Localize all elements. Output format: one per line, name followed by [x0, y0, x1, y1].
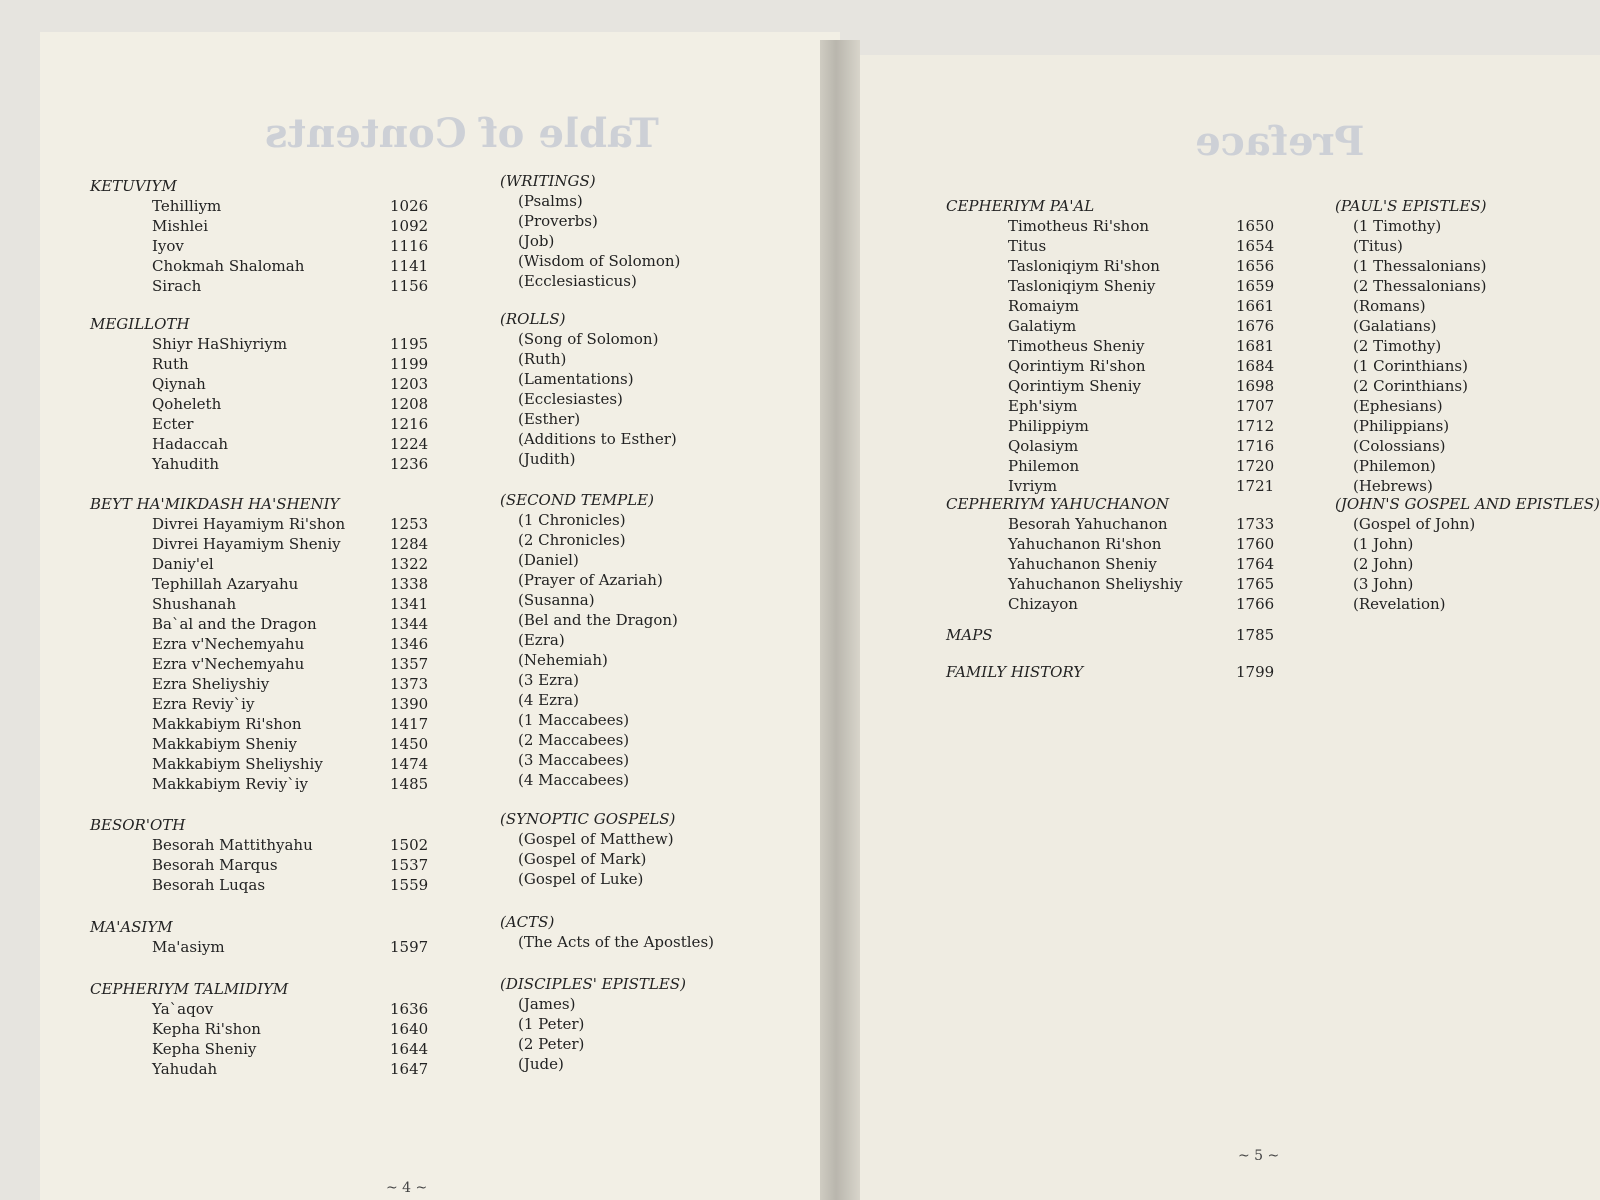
- english-section: [500, 912, 714, 952]
- english-book-name: (2 Maccabees): [518, 731, 630, 749]
- english-book-name: (Philippians): [1353, 417, 1450, 435]
- english-book-name: (Ruth): [518, 350, 567, 368]
- book-page-number: 1712: [1236, 417, 1275, 435]
- toc-entry: [90, 256, 450, 276]
- book-name: Yahuchanon Sheniy: [1008, 555, 1157, 573]
- book-page-number: 1537: [390, 856, 429, 874]
- book-page-number: 1156: [390, 277, 429, 295]
- english-book-name: (Ecclesiasticus): [518, 272, 637, 290]
- english-book-name: (Philemon): [1353, 457, 1436, 475]
- toc-entry: [90, 394, 450, 414]
- toc-entry: [90, 754, 450, 774]
- book-name: Mishlei: [152, 217, 208, 235]
- toc-entry: [90, 276, 450, 296]
- english-book-name: (2 Timothy): [1353, 337, 1442, 355]
- english-book-name: (2 Thessalonians): [1353, 277, 1487, 295]
- book-name: Makkabiym Ri'shon: [152, 715, 302, 733]
- toc-entry: [90, 714, 450, 734]
- book-name: Yahuchanon Sheliyshiy: [1008, 575, 1183, 593]
- section-page-number: 1785: [1236, 626, 1275, 644]
- section-page-number: 1799: [1236, 663, 1275, 681]
- toc-entry: [90, 1019, 450, 1039]
- toc-entry: [90, 514, 450, 534]
- book-page-number: 1650: [1236, 217, 1275, 235]
- book-name: Tehilliym: [152, 197, 222, 215]
- book-name: Ivriym: [1008, 477, 1058, 495]
- english-book-name: (Wisdom of Solomon): [518, 252, 681, 270]
- book-name: Galatiym: [1008, 317, 1077, 335]
- english-section: [1335, 494, 1600, 614]
- english-book-name: (Daniel): [518, 551, 579, 569]
- section-heading: MAPS: [946, 626, 993, 644]
- book-name: Romaiym: [1008, 297, 1079, 315]
- english-book-name: (Hebrews): [1353, 477, 1433, 495]
- section-heading: FAMILY HISTORY: [946, 663, 1084, 681]
- english-book-name: (2 John): [1353, 555, 1414, 573]
- toc-entry: [946, 416, 1286, 436]
- book-page-number: 1026: [390, 197, 429, 215]
- english-book-name: (4 Maccabees): [518, 771, 630, 789]
- book-name: Titus: [1008, 237, 1047, 255]
- toc-entry: [90, 236, 450, 256]
- english-book-name: (James): [518, 995, 576, 1013]
- toc-section: [90, 314, 450, 474]
- book-page-number: 1597: [390, 938, 429, 956]
- book-name: Makkabiym Reviy`iy: [152, 775, 308, 793]
- toc-entry: [90, 1059, 450, 1079]
- toc-section: [90, 815, 450, 895]
- section-heading: MA'ASIYM: [90, 918, 173, 936]
- toc-entry: [90, 674, 450, 694]
- english-section-heading: (ACTS): [500, 913, 555, 931]
- book-page-number: 1357: [390, 655, 429, 673]
- book-page-number: 1654: [1236, 237, 1275, 255]
- section-heading: CEPHERIYM YAHUCHANON: [946, 495, 1170, 513]
- english-book-name: (Gospel of Luke): [518, 870, 644, 888]
- english-book-name: (1 Chronicles): [518, 511, 626, 529]
- english-book-name: (Ezra): [518, 631, 565, 649]
- english-book-name: (Gospel of John): [1353, 515, 1476, 533]
- toc-section: [90, 917, 450, 957]
- book-page-number: 1338: [390, 575, 429, 593]
- toc-entry: [946, 514, 1286, 534]
- show-through-title: Table of Contents: [265, 110, 659, 157]
- english-book-name: (The Acts of the Apostles): [518, 933, 714, 951]
- book-page-number: 1344: [390, 615, 429, 633]
- english-section: [500, 809, 675, 889]
- toc-section: [946, 625, 1286, 645]
- english-book-name: (Gospel of Matthew): [518, 830, 674, 848]
- english-book-name: (Galatians): [1353, 317, 1437, 335]
- book-page-number: 1322: [390, 555, 429, 573]
- book-page-number: 1195: [390, 335, 429, 353]
- toc-entry: [90, 334, 450, 354]
- toc-entry: [946, 236, 1286, 256]
- toc-entry: [90, 414, 450, 434]
- book-page-number: 1284: [390, 535, 429, 553]
- english-book-name: (Esther): [518, 410, 581, 428]
- toc-section: [946, 494, 1286, 614]
- english-book-name: (Jude): [518, 1055, 564, 1073]
- english-book-name: (1 John): [1353, 535, 1414, 553]
- toc-section: [946, 662, 1286, 682]
- english-section-heading: (SYNOPTIC GOSPELS): [500, 810, 676, 828]
- toc-entry: [90, 1039, 450, 1059]
- book-page-number: 1647: [390, 1060, 429, 1078]
- english-book-name: (2 Corinthians): [1353, 377, 1468, 395]
- book-page-number: 1224: [390, 435, 429, 453]
- book-name: Eph'siym: [1008, 397, 1078, 415]
- book-page-number: 1373: [390, 675, 429, 693]
- english-book-name: (Colossians): [1353, 437, 1446, 455]
- toc-entry: [946, 436, 1286, 456]
- section-heading: BEYT HA'MIKDASH HA'SHENIY: [90, 495, 340, 513]
- toc-entry: [90, 196, 450, 216]
- english-book-name: (3 Ezra): [518, 671, 579, 689]
- toc-entry: [90, 835, 450, 855]
- book-name: Qorintiym Sheniy: [1008, 377, 1141, 395]
- book-name: Sirach: [152, 277, 202, 295]
- english-book-name: (Romans): [1353, 297, 1426, 315]
- book-name: Yahudith: [152, 455, 220, 473]
- book-page-number: 1390: [390, 695, 429, 713]
- toc-entry: [90, 937, 450, 957]
- toc-entry: [946, 476, 1286, 496]
- book-name: Ma'asiym: [152, 938, 225, 956]
- english-book-name: (1 Maccabees): [518, 711, 630, 729]
- book-name: Ezra Sheliyshiy: [152, 675, 270, 693]
- english-section: [500, 309, 677, 469]
- book-page-number: 1346: [390, 635, 429, 653]
- book-page-number: 1764: [1236, 555, 1275, 573]
- toc-section: [90, 176, 450, 296]
- book-name: Yahudah: [152, 1060, 218, 1078]
- book-name: Kepha Sheniy: [152, 1040, 257, 1058]
- book-page-number: 1707: [1236, 397, 1275, 415]
- book-page-number: 1417: [390, 715, 429, 733]
- english-book-name: (Judith): [518, 450, 576, 468]
- section-heading: BESOR'OTH: [90, 816, 186, 834]
- english-book-name: (Gospel of Mark): [518, 850, 647, 868]
- book-name: Qolasiym: [1008, 437, 1079, 455]
- book-page-number: 1341: [390, 595, 429, 613]
- toc-entry: [946, 316, 1286, 336]
- book-page-number: 1644: [390, 1040, 429, 1058]
- book-name: Ezra v'Nechemyahu: [152, 635, 305, 653]
- book-name: Kepha Ri'shon: [152, 1020, 261, 1038]
- book-page-number: 1253: [390, 515, 429, 533]
- toc-entry: [90, 875, 450, 895]
- book-page-number: 1208: [390, 395, 429, 413]
- english-section-heading: (DISCIPLES' EPISTLES): [500, 975, 686, 993]
- book-name: Shushanah: [152, 595, 237, 613]
- english-book-name: (1 Peter): [518, 1015, 585, 1033]
- book-name: Chizayon: [1008, 595, 1078, 613]
- toc-entry: [946, 216, 1286, 236]
- book-page-number: 1236: [390, 455, 429, 473]
- book-page-number: 1659: [1236, 277, 1275, 295]
- english-book-name: (Proverbs): [518, 212, 598, 230]
- book-name: Besorah Marqus: [152, 856, 278, 874]
- toc-entry: [90, 574, 450, 594]
- english-book-name: (2 Chronicles): [518, 531, 626, 549]
- english-book-name: (Nehemiah): [518, 651, 608, 669]
- toc-entry: [90, 734, 450, 754]
- toc-entry: [946, 554, 1286, 574]
- english-section-heading: (WRITINGS): [500, 172, 596, 190]
- book-name: Ya`aqov: [152, 1000, 214, 1018]
- book-page-number: 1676: [1236, 317, 1275, 335]
- toc-section: [90, 494, 450, 794]
- book-name: Hadaccah: [152, 435, 228, 453]
- book-page-number: 1766: [1236, 595, 1275, 613]
- book-name: Iyov: [152, 237, 184, 255]
- book-name: Shiyr HaShiyriym: [152, 335, 288, 353]
- book-name: Makkabiym Sheliyshiy: [152, 755, 323, 773]
- book-page-number: 1733: [1236, 515, 1275, 533]
- section-heading: CEPHERIYM PA'AL: [946, 197, 1095, 215]
- toc-entry: [946, 296, 1286, 316]
- toc-entry: [90, 374, 450, 394]
- english-book-name: (Ephesians): [1353, 397, 1443, 415]
- toc-section: [90, 979, 450, 1079]
- english-section: [500, 974, 686, 1074]
- book-name: Tasloniqiym Sheniy: [1008, 277, 1156, 295]
- english-book-name: (3 John): [1353, 575, 1414, 593]
- toc-entry: [90, 694, 450, 714]
- book-page-number: 1684: [1236, 357, 1275, 375]
- book-page-number: 1474: [390, 755, 429, 773]
- english-section-heading: (ROLLS): [500, 310, 566, 328]
- toc-entry: [946, 356, 1286, 376]
- book-page-number: 1216: [390, 415, 429, 433]
- book-page-number: 1716: [1236, 437, 1275, 455]
- book-page-number: 1203: [390, 375, 429, 393]
- toc-entry: [90, 999, 450, 1019]
- toc-entry: [90, 216, 450, 236]
- book-name: Divrei Hayamiym Ri'shon: [152, 515, 346, 533]
- english-book-name: (4 Ezra): [518, 691, 579, 709]
- book-page-number: 1502: [390, 836, 429, 854]
- toc-entry: [946, 594, 1286, 614]
- book-page-number: 1681: [1236, 337, 1275, 355]
- toc-entry: [90, 454, 450, 474]
- english-book-name: (Lamentations): [518, 370, 634, 388]
- english-book-name: (Psalms): [518, 192, 583, 210]
- english-book-name: (Bel and the Dragon): [518, 611, 678, 629]
- book-name: Divrei Hayamiym Sheniy: [152, 535, 341, 553]
- book-page-number: 1640: [390, 1020, 429, 1038]
- toc-entry: [946, 456, 1286, 476]
- book-name: Ba`al and the Dragon: [152, 615, 317, 633]
- book-page-number: 1760: [1236, 535, 1275, 553]
- book-name: Makkabiym Sheniy: [152, 735, 298, 753]
- toc-entry: [90, 554, 450, 574]
- book-name: Besorah Luqas: [152, 876, 266, 894]
- english-section: [500, 171, 680, 291]
- book-page-number: 1720: [1236, 457, 1275, 475]
- toc-entry: [90, 855, 450, 875]
- page-number: ~ 5 ~: [1238, 1148, 1280, 1164]
- english-section-heading: (JOHN'S GOSPEL AND EPISTLES): [1335, 495, 1600, 513]
- english-book-name: (Job): [518, 232, 555, 250]
- english-book-name: (Prayer of Azariah): [518, 571, 663, 589]
- english-book-name: (1 Corinthians): [1353, 357, 1468, 375]
- book-page-number: 1636: [390, 1000, 429, 1018]
- english-section: [500, 490, 678, 790]
- english-book-name: (Additions to Esther): [518, 430, 677, 448]
- section-heading: MEGILLOTH: [90, 315, 190, 333]
- page-number: ~ 4 ~: [386, 1180, 428, 1196]
- toc-entry: [90, 594, 450, 614]
- book-name: Ezra Reviy`iy: [152, 695, 255, 713]
- section-heading: CEPHERIYM TALMIDIYM: [90, 980, 289, 998]
- toc-entry: [90, 434, 450, 454]
- book-page-number: 1450: [390, 735, 429, 753]
- toc-entry: [946, 534, 1286, 554]
- book-page-number: 1721: [1236, 477, 1275, 495]
- english-section-heading: (PAUL'S EPISTLES): [1335, 197, 1487, 215]
- toc-entry: [90, 354, 450, 374]
- english-book-name: (Titus): [1353, 237, 1403, 255]
- book-name: Daniy'el: [152, 555, 214, 573]
- toc-entry: [946, 276, 1286, 296]
- book-name: Philippiym: [1008, 417, 1089, 435]
- book-page-number: 1661: [1236, 297, 1275, 315]
- book-name: Yahuchanon Ri'shon: [1008, 535, 1162, 553]
- toc-entry: [90, 534, 450, 554]
- english-section-heading: (SECOND TEMPLE): [500, 491, 654, 509]
- book-page-number: 1092: [390, 217, 429, 235]
- english-book-name: (Revelation): [1353, 595, 1446, 613]
- book-name: Besorah Yahuchanon: [1008, 515, 1168, 533]
- toc-entry: [946, 256, 1286, 276]
- english-book-name: (Song of Solomon): [518, 330, 659, 348]
- section-heading: KETUVIYM: [90, 177, 177, 195]
- toc-entry: [946, 396, 1286, 416]
- toc-entry: [90, 774, 450, 794]
- toc-entry: [946, 574, 1286, 594]
- book-page-number: 1485: [390, 775, 429, 793]
- book-name: Ezra v'Nechemyahu: [152, 655, 305, 673]
- book-name: Ruth: [152, 355, 189, 373]
- book-page-number: 1656: [1236, 257, 1275, 275]
- english-book-name: (Ecclesiastes): [518, 390, 623, 408]
- book-name: Ecter: [152, 415, 194, 433]
- english-book-name: (1 Thessalonians): [1353, 257, 1487, 275]
- english-book-name: (3 Maccabees): [518, 751, 630, 769]
- toc-entry: [90, 634, 450, 654]
- toc-entry: [90, 654, 450, 674]
- english-section: [1335, 196, 1486, 496]
- toc-entry: [946, 336, 1286, 356]
- book-name: Qorintiym Ri'shon: [1008, 357, 1146, 375]
- book-name: Tephillah Azaryahu: [152, 575, 299, 593]
- book-name: Chokmah Shalomah: [152, 257, 305, 275]
- book-name: Timotheus Sheniy: [1008, 337, 1145, 355]
- english-book-name: (Susanna): [518, 591, 595, 609]
- book-gutter: [820, 40, 860, 1200]
- book-page-number: 1141: [390, 257, 429, 275]
- book-page-number: 1765: [1236, 575, 1275, 593]
- toc-entry: [946, 376, 1286, 396]
- english-book-name: (1 Timothy): [1353, 217, 1442, 235]
- book-page-number: 1116: [390, 237, 429, 255]
- toc-section: [946, 196, 1286, 496]
- book-name: Besorah Mattithyahu: [152, 836, 313, 854]
- book-name: Philemon: [1008, 457, 1080, 475]
- english-book-name: (2 Peter): [518, 1035, 585, 1053]
- book-name: Timotheus Ri'shon: [1008, 217, 1150, 235]
- book-page-number: 1559: [390, 876, 429, 894]
- show-through-title: Preface: [1195, 118, 1365, 165]
- toc-entry: [90, 614, 450, 634]
- book-name: Qiynah: [152, 375, 206, 393]
- book-page-number: 1199: [390, 355, 429, 373]
- book-name: Tasloniqiym Ri'shon: [1008, 257, 1160, 275]
- book-name: Qoheleth: [152, 395, 222, 413]
- book-page-number: 1698: [1236, 377, 1275, 395]
